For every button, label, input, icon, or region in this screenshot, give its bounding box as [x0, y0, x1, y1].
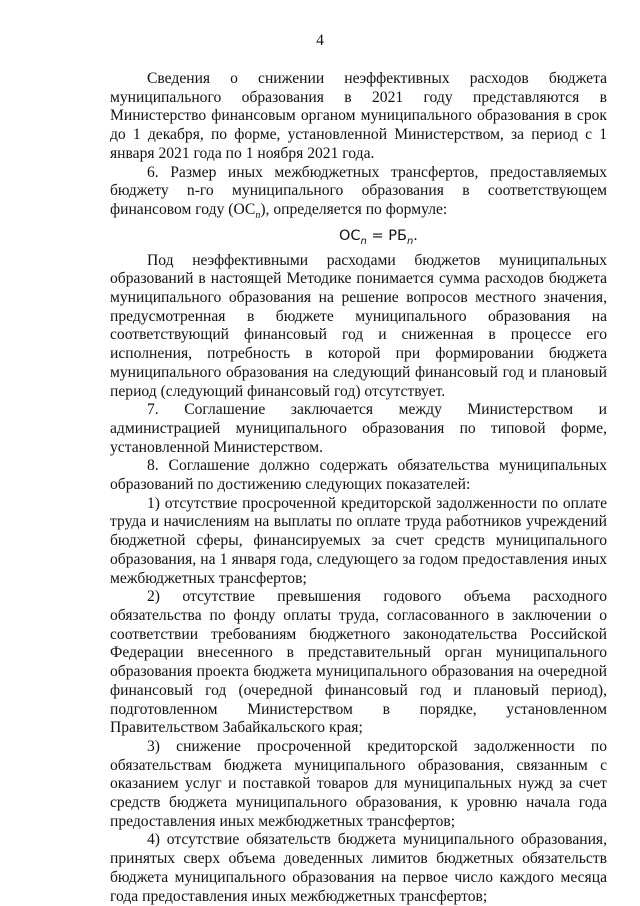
paragraph-6-subscript: n [255, 210, 261, 222]
list-item-2: 2) отсутствие превышения годового объема расходного обязательства по фонду оплаты труда, согласованного в заключении о соответствии требованиям бюджетного законодательства Российской Федерации внесенного в представительный орган муниципального образования проекта бюджета муниципального образования на очередной финансовый год (очередной финансовый год и плановый период), подготовленном Министерством в порядке, установленном Правительством Забайкальского края; [110, 588, 607, 737]
formula [110, 226, 607, 252]
paragraph-definition: Под неэффективными расходами бюджетов муниципальных образований в настоящей Методике понимается сумма расходов бюджета муниципального образования на решение вопросов местного значения, предусмотренная в бюджете муниципального образования на соответствующий финансовый год и сниженная в процессе его исполнения, потребность в которой при формировании бюджета муниципального образования на следующий финансовый год и плановый период (следующий финансовый год) отсутствует. [110, 251, 607, 400]
paragraph-report-info: Сведения о снижении неэффективных расходов бюджета муниципального образования в 2021 году представляются в Министерство финансовым органом муниципального образования в срок до 1 декабря, по форме, установленной Министерством, за период с 1 января 2021 года по 1 ноября 2021 года. [110, 70, 607, 162]
list-item-3: 3) снижение просроченной кредиторской задолженности по обязательствам бюджета муниципального образования, связанным с оказанием услуг и поставкой товаров для муниципальных нужд за счет средств бюджета муниципального образования, к уровню начала года предоставления иных межбюджетных трансфертов; [110, 737, 607, 830]
page-number: 4 [316, 32, 324, 49]
paragraph-6-text: 6. Размер иных межбюджетных трансфертов, предоставляемых бюджету n-го муниципального образования в соответствующем финансовом году (ОС [110, 163, 607, 218]
formula-lhs: ОС [339, 227, 361, 244]
formula-rhs: = РБ [366, 227, 407, 244]
paragraph-6-text-end: ), определяется по формуле: [260, 200, 448, 218]
list-item-1: 1) отсутствие просроченной кредиторской задолженности по оплате труда и начислениям на выплаты по оплате труда работников учреждений бюджетной сферы, финансируемых за счет средств муниципального образования, на 1 января года, следующего за годом предоставления иных межбюджетных трансфертов; [110, 494, 607, 587]
formula-rhs-subscript: n [406, 235, 414, 247]
formula-lhs-subscript: n [360, 235, 367, 247]
paragraph-6-transfer-size [110, 164, 607, 226]
paragraph-8-obligations: 8. Соглашение должно содержать обязательства муниципальных образований по достижению следующих показателей: [110, 457, 607, 494]
formula-end: . [413, 227, 418, 244]
document-body [110, 70, 607, 906]
paragraph-7-agreement: 7. Соглашение заключается между Министерством и администрацией муниципального образования по типовой форме, установленной Министерством. [110, 401, 607, 456]
list-item-4: 4) отсутствие обязательств бюджета муниципального образования, принятых сверх объема доведенных лимитов бюджетных обязательств бюджета муниципального образования на первое число каждого месяца года предоставления иных межбюджетных трансфертов; [110, 831, 607, 905]
